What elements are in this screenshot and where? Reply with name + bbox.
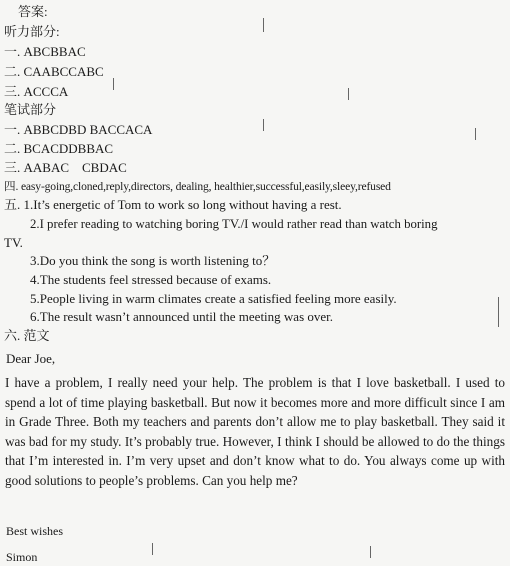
sentence-4: 4.The students feel stressed because of exams.	[30, 272, 272, 287]
written-heading: 笔试部分	[4, 102, 57, 117]
sentence-6: 6.The result wasn’t announced until the meeting was over.	[30, 309, 334, 324]
scan-mark	[113, 78, 114, 90]
scan-mark	[498, 297, 499, 327]
written-row-3: 三. AABAC CBDAC	[4, 160, 127, 175]
sentence-2-part-2: TV.	[4, 235, 23, 250]
written-row-2: 二. BCACDDBBAC	[4, 141, 114, 156]
scan-mark	[370, 546, 371, 558]
scan-mark	[152, 543, 153, 555]
scan-mark	[348, 88, 349, 100]
sentence-3: 3.Do you think the song is worth listening to？	[30, 253, 276, 268]
scan-mark	[263, 119, 264, 131]
written-row-5: 五. 1.It’s energetic of Tom to work so long without having a rest.	[4, 197, 342, 212]
listening-row-1: 一. ABCBBAC	[4, 44, 86, 59]
letter-greeting: Dear Joe,	[6, 351, 56, 366]
letter-closing: Best wishes	[6, 524, 63, 538]
scan-mark	[263, 18, 264, 32]
written-row-4: 四. easy-going,cloned,reply,directors, dealing, healthier,successful,easily,sleey,refused	[4, 180, 391, 193]
listening-heading: 听力部分:	[4, 24, 60, 39]
listening-row-3: 三. ACCCA	[4, 84, 69, 99]
sample-heading: 六. 范文	[4, 328, 50, 343]
letter-body-text: I have a problem, I really need your help. The problem is that I love basketball. I used to spend a lot of time playing basketball. But now it becomes more and more difficult since I am in Grade Three. Both my teachers and parents don’t allow me to play basketball. They said it was bad for my study. It’s probably true. However, I think I should be allowed to do the things that I’m interested in. I’m very upset and don’t know what to do. You always come up with good solutions to people’s problems. Can you help me?	[5, 375, 505, 488]
sentence-5: 5.People living in warm climates create a satisfied feeling more easily.	[30, 291, 397, 306]
letter-body	[5, 373, 505, 490]
written-row-1: 一. ABBCDBD BACCACA	[4, 122, 153, 137]
answers-title: 答案:	[18, 4, 48, 19]
letter-signature: Simon	[6, 550, 38, 564]
listening-row-2: 二. CAABCCABC	[4, 64, 104, 79]
scan-mark	[475, 128, 476, 140]
sentence-2-part-1: 2.I prefer reading to watching boring TV./I would rather read than watch boring	[30, 217, 438, 231]
